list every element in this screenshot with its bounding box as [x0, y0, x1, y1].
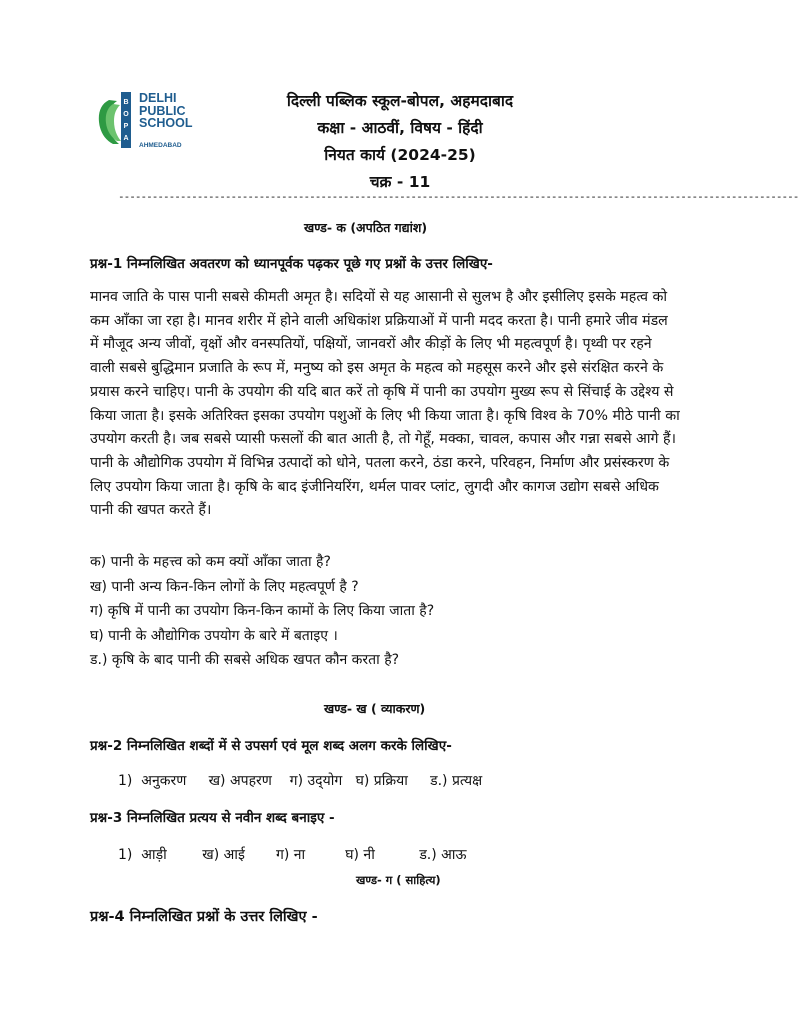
svg-text:O: O: [123, 111, 129, 118]
section-c-title: खण्ड- ग ( साहित्य): [356, 873, 441, 887]
list-item: क) पानी के महत्त्व को कम क्यों आँका जाता है?: [90, 554, 331, 570]
question-1: प्रश्न-1 निम्नलिखित अवतरण को ध्यानपूर्वक पढ़कर पूछे गए प्रश्नों के उत्तर लिखिए-: [90, 256, 493, 272]
list-item: ग) कृषि में पानी का उपयोग किन-किन कामों के लिए किया जाता है?: [90, 603, 435, 619]
logo-line: SCHOOL: [139, 116, 193, 130]
list-item: घ) पानी के औद्योगिक उपयोग के बारे में बताइए ।: [90, 627, 338, 644]
question-3: प्रश्न-3 निम्नलिखित प्रत्यय से नवीन शब्द बनाइए -: [90, 810, 335, 826]
divider-line: -------------------------------------------------------------------------------------------------------------------------: [118, 190, 798, 203]
section-b-title: खण्ड- ख ( व्याकरण): [324, 701, 426, 716]
question-4: प्रश्न-4 निम्नलिखित प्रश्नों के उत्तर लिखिए -: [90, 909, 318, 925]
school-emblem-icon: [95, 90, 139, 152]
section-a-title: खण्ड- क (अपठित गद्यांश): [304, 220, 428, 235]
school-logo: [95, 90, 205, 152]
question-2: प्रश्न-2 निम्नलिखित शब्दों में से उपसर्ग एवं मूल शब्द अलग करके लिखिए-: [90, 738, 452, 754]
document-header: [230, 88, 570, 196]
question-2-items: 1) अनुकरण ख) अपहरण ग) उद्‌योग घ) प्रक्रिया ड.) प्रत्यक्ष: [118, 773, 483, 789]
svg-text:P: P: [123, 123, 129, 130]
question-3-items: 1) आड़ी ख) आई ग) ना घ) नी ड.) आऊ: [118, 847, 467, 863]
logo-city: AHMEDABAD: [139, 142, 182, 149]
list-item: ड.) कृषि के बाद पानी की सबसे अधिक खपत कौन करता है?: [90, 652, 400, 668]
list-item: ख) पानी अन्य किन-किन लोगों के लिए महत्वपूर्ण है ?: [90, 578, 359, 595]
svg-text:A: A: [123, 135, 129, 142]
logo-line: PUBLIC: [139, 103, 186, 118]
logo-name: [139, 92, 192, 130]
assignment-title: नियत कार्य (2024-25): [324, 146, 476, 164]
class-subject: कक्षा - आठवीं, विषय - हिंदी: [317, 119, 483, 137]
cycle-number: चक्र - 11: [369, 173, 431, 191]
logo-line: DELHI: [139, 91, 177, 105]
unseen-passage: मानव जाति के पास पानी सबसे कीमती अमृत है। सदियों से यह आसानी से सुलभ है और इसीलिए इसके महत्व को कम आँका जा रहा है। मानव शरीर में होने वाली अधिकांश प्रक्रियाओं में पानी मदद करता है। पानी हमारे जीव मंडल में मौजूद अन्य जीवों, वृक्षों और वनस्पतियों, पक्षियों, जानवरों और कीड़ों के लिए भी महत्वपूर्ण है। पृथ्वी पर रहने वाली सबसे बुद्धिमान प्रजाति के रूप में, मनुष्य को इस अमृत के महत्व को महसूस करने और इसे संरक्षित करने के प्रयास करने चाहिए। पानी के उपयोग की यदि बात करें तो कृषि में पानी का उपयोग मुख्य रूप से सिंचाई के उद्देश्य से किया जाता है। इसके अतिरिक्त इसका उपयोग पशुओं के लिए भी किया जाता है। कृषि विश्व के 70% मीठे पानी का उपयोग करती है। जब सबसे प्यासी फसलों की बात आती है, तो गेहूँ, मक्का, चावल, कपास और गन्ना सबसे आगे हैं। पानी के औद्योगिक उपयोग में विभिन्न उत्पादों को धोने, पतला करने, ठंडा करने, परिवहन, निर्माण और प्रसंस्करण के लिए उपयोग किया जाता है। कृषि के बाद इंजीनियरिंग, थर्मल पावर प्लांट, लुगदी और कागज उद्योग सबसे अधिक पानी की खपत करते हैं।: [90, 289, 680, 519]
question-1-list: [90, 550, 434, 673]
svg-text:B: B: [123, 99, 129, 106]
school-name: दिल्ली पब्लिक स्कूल-बोपल, अहमदाबाद: [286, 92, 514, 110]
